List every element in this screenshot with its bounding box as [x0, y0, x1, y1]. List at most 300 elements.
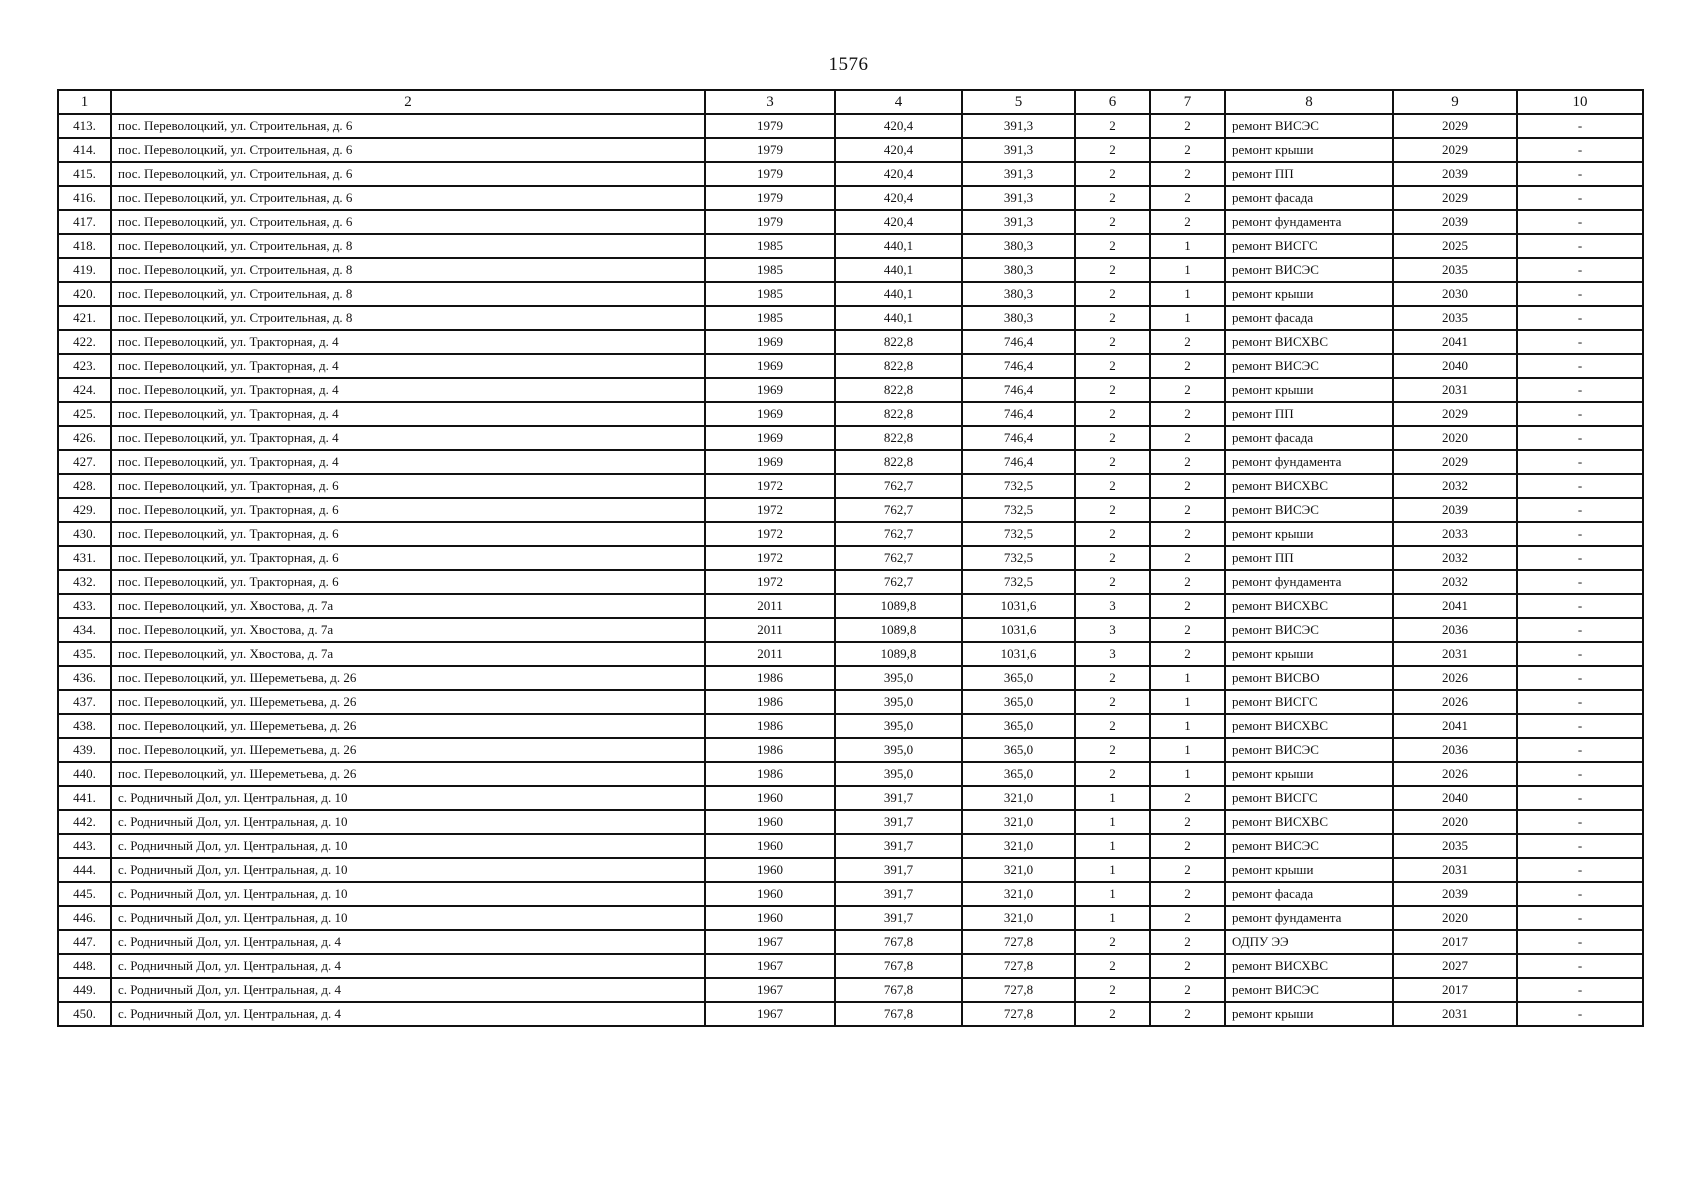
- table-row: [58, 1002, 1643, 1026]
- work-type-cell: ремонт крыши: [1225, 138, 1393, 162]
- entrances-cell: 1: [1150, 738, 1225, 762]
- row-number-cell: 447.: [58, 930, 111, 954]
- address-cell: пос. Переволоцкий, ул. Шереметьева, д. 26: [111, 714, 705, 738]
- row-number-cell: 414.: [58, 138, 111, 162]
- work-type-cell: ремонт ВИСХВС: [1225, 594, 1393, 618]
- living-area-cell: 732,5: [962, 546, 1075, 570]
- floors-cell: 2: [1075, 306, 1150, 330]
- year-built-cell: 1969: [705, 354, 835, 378]
- floors-cell: 2: [1075, 426, 1150, 450]
- total-area-cell: 391,7: [835, 858, 962, 882]
- entrances-cell: 2: [1150, 642, 1225, 666]
- total-area-cell: 767,8: [835, 978, 962, 1002]
- floors-cell: 1: [1075, 882, 1150, 906]
- entrances-cell: 2: [1150, 114, 1225, 138]
- table-row: [58, 474, 1643, 498]
- floors-cell: 2: [1075, 138, 1150, 162]
- living-area-cell: 380,3: [962, 282, 1075, 306]
- planned-year-cell: 2039: [1393, 498, 1517, 522]
- planned-year-cell: 2020: [1393, 810, 1517, 834]
- note-cell: -: [1517, 162, 1643, 186]
- header-row: [58, 90, 1643, 114]
- table-body: [58, 114, 1643, 1026]
- floors-cell: 2: [1075, 258, 1150, 282]
- address-cell: пос. Переволоцкий, ул. Тракторная, д. 6: [111, 546, 705, 570]
- row-number-cell: 443.: [58, 834, 111, 858]
- living-area-cell: 321,0: [962, 882, 1075, 906]
- planned-year-cell: 2035: [1393, 834, 1517, 858]
- note-cell: -: [1517, 762, 1643, 786]
- entrances-cell: 2: [1150, 978, 1225, 1002]
- living-area-cell: 1031,6: [962, 642, 1075, 666]
- total-area-cell: 822,8: [835, 402, 962, 426]
- address-cell: пос. Переволоцкий, ул. Тракторная, д. 4: [111, 426, 705, 450]
- note-cell: -: [1517, 378, 1643, 402]
- table-row: [58, 978, 1643, 1002]
- table-row: [58, 786, 1643, 810]
- table-row: [58, 930, 1643, 954]
- year-built-cell: 1972: [705, 570, 835, 594]
- note-cell: -: [1517, 666, 1643, 690]
- total-area-cell: 822,8: [835, 330, 962, 354]
- floors-cell: 3: [1075, 642, 1150, 666]
- floors-cell: 2: [1075, 402, 1150, 426]
- column-header-5: 5: [962, 90, 1075, 114]
- living-area-cell: 746,4: [962, 450, 1075, 474]
- year-built-cell: 1967: [705, 954, 835, 978]
- address-cell: с. Родничный Дол, ул. Центральная, д. 4: [111, 930, 705, 954]
- row-number-cell: 429.: [58, 498, 111, 522]
- year-built-cell: 1985: [705, 282, 835, 306]
- entrances-cell: 1: [1150, 258, 1225, 282]
- address-cell: пос. Переволоцкий, ул. Строительная, д. 8: [111, 306, 705, 330]
- planned-year-cell: 2039: [1393, 162, 1517, 186]
- work-type-cell: ремонт ПП: [1225, 402, 1393, 426]
- work-type-cell: ремонт ВИСЭС: [1225, 738, 1393, 762]
- address-cell: пос. Переволоцкий, ул. Тракторная, д. 6: [111, 570, 705, 594]
- address-cell: пос. Переволоцкий, ул. Строительная, д. 6: [111, 114, 705, 138]
- year-built-cell: 2011: [705, 642, 835, 666]
- entrances-cell: 1: [1150, 714, 1225, 738]
- column-header-2: 2: [111, 90, 705, 114]
- row-number-cell: 415.: [58, 162, 111, 186]
- table-row: [58, 666, 1643, 690]
- planned-year-cell: 2035: [1393, 306, 1517, 330]
- living-area-cell: 746,4: [962, 354, 1075, 378]
- table-row: [58, 642, 1643, 666]
- planned-year-cell: 2027: [1393, 954, 1517, 978]
- planned-year-cell: 2017: [1393, 978, 1517, 1002]
- work-type-cell: ремонт ВИСХВС: [1225, 714, 1393, 738]
- address-cell: пос. Переволоцкий, ул. Строительная, д. 8: [111, 234, 705, 258]
- total-area-cell: 395,0: [835, 738, 962, 762]
- row-number-cell: 441.: [58, 786, 111, 810]
- table-row: [58, 114, 1643, 138]
- work-type-cell: ремонт крыши: [1225, 522, 1393, 546]
- entrances-cell: 2: [1150, 882, 1225, 906]
- table-row: [58, 810, 1643, 834]
- address-cell: с. Родничный Дол, ул. Центральная, д. 10: [111, 858, 705, 882]
- living-area-cell: 727,8: [962, 978, 1075, 1002]
- table-row: [58, 522, 1643, 546]
- row-number-cell: 418.: [58, 234, 111, 258]
- planned-year-cell: 2029: [1393, 114, 1517, 138]
- floors-cell: 2: [1075, 282, 1150, 306]
- floors-cell: 2: [1075, 954, 1150, 978]
- note-cell: -: [1517, 330, 1643, 354]
- row-number-cell: 442.: [58, 810, 111, 834]
- note-cell: -: [1517, 810, 1643, 834]
- planned-year-cell: 2030: [1393, 282, 1517, 306]
- total-area-cell: 762,7: [835, 546, 962, 570]
- entrances-cell: 2: [1150, 618, 1225, 642]
- entrances-cell: 2: [1150, 786, 1225, 810]
- work-type-cell: ремонт фундамента: [1225, 210, 1393, 234]
- total-area-cell: 762,7: [835, 522, 962, 546]
- year-built-cell: 1967: [705, 978, 835, 1002]
- note-cell: -: [1517, 450, 1643, 474]
- address-cell: пос. Переволоцкий, ул. Хвостова, д. 7а: [111, 594, 705, 618]
- work-type-cell: ремонт ПП: [1225, 546, 1393, 570]
- year-built-cell: 1972: [705, 474, 835, 498]
- address-cell: пос. Переволоцкий, ул. Шереметьева, д. 26: [111, 666, 705, 690]
- floors-cell: 2: [1075, 522, 1150, 546]
- total-area-cell: 822,8: [835, 354, 962, 378]
- table-row: [58, 570, 1643, 594]
- entrances-cell: 1: [1150, 762, 1225, 786]
- address-cell: с. Родничный Дол, ул. Центральная, д. 10: [111, 786, 705, 810]
- total-area-cell: 822,8: [835, 426, 962, 450]
- planned-year-cell: 2032: [1393, 546, 1517, 570]
- floors-cell: 2: [1075, 210, 1150, 234]
- total-area-cell: 440,1: [835, 306, 962, 330]
- planned-year-cell: 2039: [1393, 210, 1517, 234]
- note-cell: -: [1517, 354, 1643, 378]
- address-cell: пос. Переволоцкий, ул. Хвостова, д. 7а: [111, 642, 705, 666]
- note-cell: -: [1517, 210, 1643, 234]
- row-number-cell: 431.: [58, 546, 111, 570]
- entrances-cell: 1: [1150, 666, 1225, 690]
- column-header-10: 10: [1517, 90, 1643, 114]
- living-area-cell: 746,4: [962, 378, 1075, 402]
- total-area-cell: 1089,8: [835, 642, 962, 666]
- row-number-cell: 437.: [58, 690, 111, 714]
- year-built-cell: 1985: [705, 234, 835, 258]
- note-cell: -: [1517, 426, 1643, 450]
- planned-year-cell: 2040: [1393, 354, 1517, 378]
- planned-year-cell: 2040: [1393, 786, 1517, 810]
- note-cell: -: [1517, 258, 1643, 282]
- total-area-cell: 395,0: [835, 762, 962, 786]
- floors-cell: 1: [1075, 786, 1150, 810]
- floors-cell: 2: [1075, 450, 1150, 474]
- floors-cell: 2: [1075, 666, 1150, 690]
- note-cell: -: [1517, 738, 1643, 762]
- address-cell: пос. Переволоцкий, ул. Тракторная, д. 4: [111, 402, 705, 426]
- note-cell: -: [1517, 570, 1643, 594]
- note-cell: -: [1517, 402, 1643, 426]
- living-area-cell: 380,3: [962, 234, 1075, 258]
- planned-year-cell: 2029: [1393, 402, 1517, 426]
- planned-year-cell: 2031: [1393, 642, 1517, 666]
- row-number-cell: 428.: [58, 474, 111, 498]
- year-built-cell: 2011: [705, 594, 835, 618]
- table-row: [58, 954, 1643, 978]
- note-cell: -: [1517, 954, 1643, 978]
- note-cell: -: [1517, 306, 1643, 330]
- table-row: [58, 354, 1643, 378]
- floors-cell: 2: [1075, 546, 1150, 570]
- table-row: [58, 258, 1643, 282]
- table-row: [58, 450, 1643, 474]
- table-row: [58, 210, 1643, 234]
- address-cell: с. Родничный Дол, ул. Центральная, д. 10: [111, 810, 705, 834]
- work-type-cell: ремонт ВИСХВС: [1225, 810, 1393, 834]
- address-cell: пос. Переволоцкий, ул. Шереметьева, д. 26: [111, 738, 705, 762]
- living-area-cell: 732,5: [962, 498, 1075, 522]
- note-cell: -: [1517, 138, 1643, 162]
- note-cell: -: [1517, 618, 1643, 642]
- address-cell: пос. Переволоцкий, ул. Шереметьева, д. 26: [111, 690, 705, 714]
- note-cell: -: [1517, 690, 1643, 714]
- total-area-cell: 1089,8: [835, 594, 962, 618]
- work-type-cell: ремонт фасада: [1225, 426, 1393, 450]
- year-built-cell: 1985: [705, 306, 835, 330]
- row-number-cell: 444.: [58, 858, 111, 882]
- address-cell: пос. Переволоцкий, ул. Строительная, д. 6: [111, 138, 705, 162]
- floors-cell: 2: [1075, 114, 1150, 138]
- table-row: [58, 162, 1643, 186]
- entrances-cell: 2: [1150, 186, 1225, 210]
- note-cell: -: [1517, 714, 1643, 738]
- total-area-cell: 391,7: [835, 810, 962, 834]
- table-row: [58, 138, 1643, 162]
- total-area-cell: 420,4: [835, 186, 962, 210]
- total-area-cell: 767,8: [835, 930, 962, 954]
- table-row: [58, 906, 1643, 930]
- row-number-cell: 439.: [58, 738, 111, 762]
- table-row: [58, 282, 1643, 306]
- living-area-cell: 732,5: [962, 522, 1075, 546]
- living-area-cell: 321,0: [962, 810, 1075, 834]
- table-row: [58, 426, 1643, 450]
- work-type-cell: ремонт крыши: [1225, 378, 1393, 402]
- row-number-cell: 433.: [58, 594, 111, 618]
- row-number-cell: 421.: [58, 306, 111, 330]
- work-type-cell: ремонт ВИСЭС: [1225, 978, 1393, 1002]
- living-area-cell: 727,8: [962, 930, 1075, 954]
- page-number: 1576: [828, 54, 869, 75]
- total-area-cell: 762,7: [835, 498, 962, 522]
- living-area-cell: 365,0: [962, 666, 1075, 690]
- row-number-cell: 438.: [58, 714, 111, 738]
- work-type-cell: ремонт ВИСЭС: [1225, 354, 1393, 378]
- table-row: [58, 402, 1643, 426]
- floors-cell: 2: [1075, 474, 1150, 498]
- note-cell: -: [1517, 930, 1643, 954]
- row-number-cell: 434.: [58, 618, 111, 642]
- table-row: [58, 858, 1643, 882]
- entrances-cell: 2: [1150, 834, 1225, 858]
- work-type-cell: ремонт крыши: [1225, 282, 1393, 306]
- total-area-cell: 395,0: [835, 666, 962, 690]
- planned-year-cell: 2017: [1393, 930, 1517, 954]
- row-number-cell: 448.: [58, 954, 111, 978]
- table-row: [58, 762, 1643, 786]
- row-number-cell: 424.: [58, 378, 111, 402]
- entrances-cell: 2: [1150, 570, 1225, 594]
- address-cell: пос. Переволоцкий, ул. Тракторная, д. 4: [111, 330, 705, 354]
- total-area-cell: 822,8: [835, 450, 962, 474]
- note-cell: -: [1517, 474, 1643, 498]
- note-cell: -: [1517, 858, 1643, 882]
- total-area-cell: 420,4: [835, 162, 962, 186]
- living-area-cell: 321,0: [962, 834, 1075, 858]
- year-built-cell: 1969: [705, 330, 835, 354]
- note-cell: -: [1517, 786, 1643, 810]
- note-cell: -: [1517, 978, 1643, 1002]
- entrances-cell: 2: [1150, 378, 1225, 402]
- column-header-3: 3: [705, 90, 835, 114]
- table-row: [58, 690, 1643, 714]
- address-cell: с. Родничный Дол, ул. Центральная, д. 4: [111, 978, 705, 1002]
- planned-year-cell: 2041: [1393, 330, 1517, 354]
- row-number-cell: 413.: [58, 114, 111, 138]
- column-header-1: 1: [58, 90, 111, 114]
- row-number-cell: 426.: [58, 426, 111, 450]
- year-built-cell: 1986: [705, 666, 835, 690]
- living-area-cell: 727,8: [962, 1002, 1075, 1026]
- address-cell: пос. Переволоцкий, ул. Тракторная, д. 6: [111, 474, 705, 498]
- planned-year-cell: 2036: [1393, 738, 1517, 762]
- row-number-cell: 430.: [58, 522, 111, 546]
- planned-year-cell: 2026: [1393, 666, 1517, 690]
- living-area-cell: 380,3: [962, 258, 1075, 282]
- row-number-cell: 440.: [58, 762, 111, 786]
- work-type-cell: ремонт фундамента: [1225, 570, 1393, 594]
- living-area-cell: 1031,6: [962, 618, 1075, 642]
- planned-year-cell: 2033: [1393, 522, 1517, 546]
- address-cell: пос. Переволоцкий, ул. Строительная, д. 6: [111, 186, 705, 210]
- entrances-cell: 2: [1150, 354, 1225, 378]
- floors-cell: 1: [1075, 834, 1150, 858]
- table-row: [58, 834, 1643, 858]
- entrances-cell: 1: [1150, 282, 1225, 306]
- living-area-cell: 732,5: [962, 570, 1075, 594]
- year-built-cell: 1972: [705, 498, 835, 522]
- entrances-cell: 2: [1150, 546, 1225, 570]
- planned-year-cell: 2020: [1393, 906, 1517, 930]
- entrances-cell: 2: [1150, 426, 1225, 450]
- living-area-cell: 391,3: [962, 162, 1075, 186]
- row-number-cell: 425.: [58, 402, 111, 426]
- note-cell: -: [1517, 882, 1643, 906]
- address-cell: с. Родничный Дол, ул. Центральная, д. 4: [111, 1002, 705, 1026]
- note-cell: -: [1517, 282, 1643, 306]
- entrances-cell: 2: [1150, 810, 1225, 834]
- note-cell: -: [1517, 498, 1643, 522]
- living-area-cell: 365,0: [962, 738, 1075, 762]
- entrances-cell: 2: [1150, 330, 1225, 354]
- work-type-cell: ремонт фасада: [1225, 882, 1393, 906]
- note-cell: -: [1517, 186, 1643, 210]
- address-cell: пос. Переволоцкий, ул. Тракторная, д. 4: [111, 354, 705, 378]
- address-cell: с. Родничный Дол, ул. Центральная, д. 10: [111, 834, 705, 858]
- living-area-cell: 727,8: [962, 954, 1075, 978]
- year-built-cell: 1969: [705, 450, 835, 474]
- work-type-cell: ремонт ПП: [1225, 162, 1393, 186]
- year-built-cell: 2011: [705, 618, 835, 642]
- column-header-9: 9: [1393, 90, 1517, 114]
- living-area-cell: 746,4: [962, 330, 1075, 354]
- living-area-cell: 380,3: [962, 306, 1075, 330]
- note-cell: -: [1517, 834, 1643, 858]
- work-type-cell: ремонт фундамента: [1225, 450, 1393, 474]
- planned-year-cell: 2025: [1393, 234, 1517, 258]
- row-number-cell: 449.: [58, 978, 111, 1002]
- living-area-cell: 321,0: [962, 786, 1075, 810]
- year-built-cell: 1969: [705, 378, 835, 402]
- address-cell: пос. Переволоцкий, ул. Тракторная, д. 6: [111, 498, 705, 522]
- year-built-cell: 1972: [705, 522, 835, 546]
- planned-year-cell: 2032: [1393, 474, 1517, 498]
- entrances-cell: 2: [1150, 594, 1225, 618]
- year-built-cell: 1985: [705, 258, 835, 282]
- row-number-cell: 417.: [58, 210, 111, 234]
- floors-cell: 2: [1075, 714, 1150, 738]
- row-number-cell: 445.: [58, 882, 111, 906]
- total-area-cell: 420,4: [835, 210, 962, 234]
- work-type-cell: ремонт ВИСГС: [1225, 786, 1393, 810]
- work-type-cell: ремонт ВИСХВС: [1225, 954, 1393, 978]
- year-built-cell: 1967: [705, 930, 835, 954]
- planned-year-cell: 2026: [1393, 762, 1517, 786]
- entrances-cell: 2: [1150, 474, 1225, 498]
- row-number-cell: 422.: [58, 330, 111, 354]
- table-row: [58, 306, 1643, 330]
- entrances-cell: 1: [1150, 306, 1225, 330]
- entrances-cell: 2: [1150, 162, 1225, 186]
- entrances-cell: 2: [1150, 1002, 1225, 1026]
- year-built-cell: 1986: [705, 738, 835, 762]
- year-built-cell: 1960: [705, 834, 835, 858]
- entrances-cell: 2: [1150, 930, 1225, 954]
- work-type-cell: ремонт ВИСХВС: [1225, 330, 1393, 354]
- entrances-cell: 2: [1150, 954, 1225, 978]
- entrances-cell: 2: [1150, 402, 1225, 426]
- total-area-cell: 440,1: [835, 282, 962, 306]
- address-cell: пос. Переволоцкий, ул. Тракторная, д. 4: [111, 378, 705, 402]
- floors-cell: 2: [1075, 738, 1150, 762]
- work-type-cell: ремонт крыши: [1225, 642, 1393, 666]
- row-number-cell: 446.: [58, 906, 111, 930]
- floors-cell: 2: [1075, 330, 1150, 354]
- living-area-cell: 391,3: [962, 186, 1075, 210]
- entrances-cell: 2: [1150, 498, 1225, 522]
- year-built-cell: 1979: [705, 210, 835, 234]
- planned-year-cell: 2029: [1393, 450, 1517, 474]
- floors-cell: 2: [1075, 498, 1150, 522]
- total-area-cell: 440,1: [835, 234, 962, 258]
- work-type-cell: ремонт ВИСГС: [1225, 690, 1393, 714]
- year-built-cell: 1986: [705, 714, 835, 738]
- entrances-cell: 2: [1150, 522, 1225, 546]
- living-area-cell: 746,4: [962, 426, 1075, 450]
- work-type-cell: ремонт крыши: [1225, 858, 1393, 882]
- note-cell: -: [1517, 594, 1643, 618]
- address-cell: с. Родничный Дол, ул. Центральная, д. 4: [111, 954, 705, 978]
- address-cell: пос. Переволоцкий, ул. Строительная, д. 8: [111, 258, 705, 282]
